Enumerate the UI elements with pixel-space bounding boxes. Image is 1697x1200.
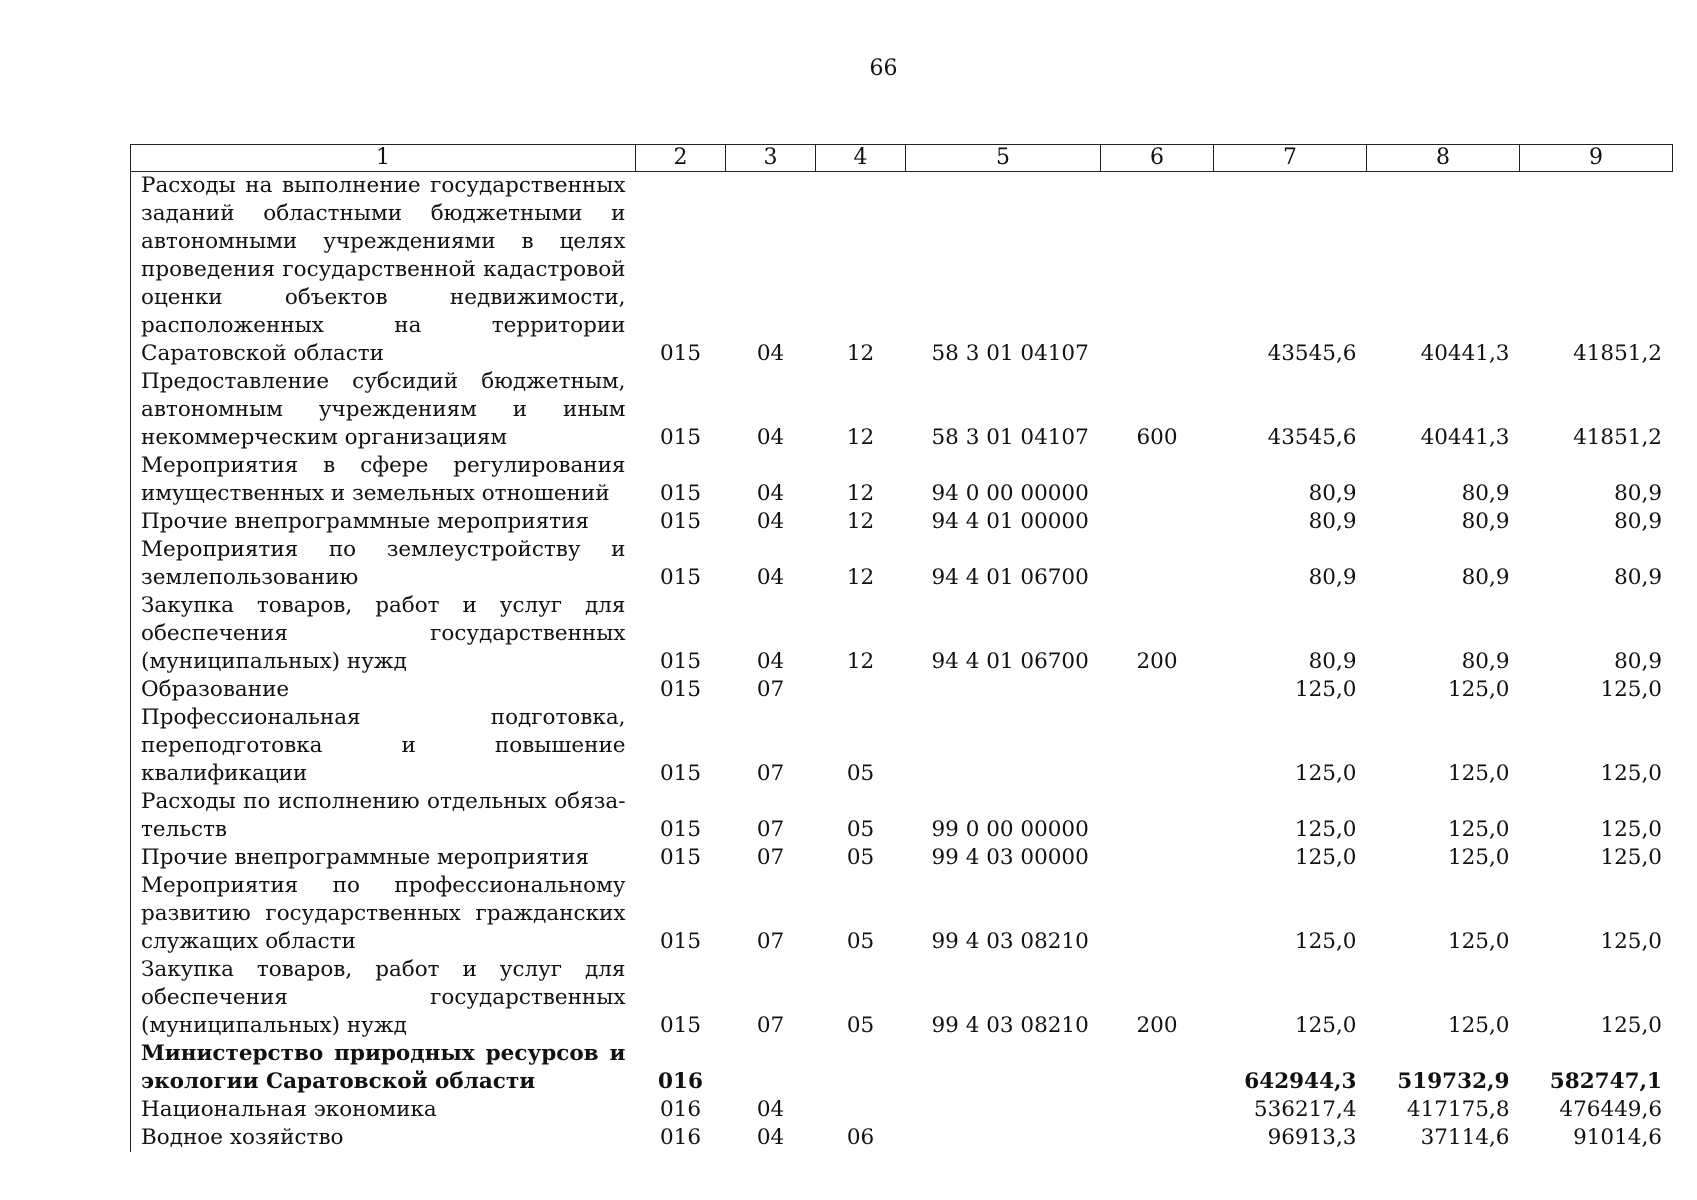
budget-table (130, 144, 1673, 1152)
amount-col7-cell: 125,0 (1294, 761, 1357, 786)
amount-col9-cell: 125,0 (1600, 677, 1662, 702)
section-code-cell: 07 (756, 817, 785, 842)
amount-col9-cell: 582747,1 (1549, 1069, 1662, 1094)
expense-type-cell (1101, 1124, 1214, 1152)
amount-col9-cell: 80,9 (1614, 509, 1662, 534)
column-header-6: 6 (1101, 145, 1214, 172)
subsection-code-cell: 05 (846, 817, 875, 842)
subsection-code-cell: 05 (846, 929, 875, 954)
amount-col8-cell: 125,0 (1447, 929, 1510, 954)
row-name-cell: Предоставление субсидий бюджетным, автономным учреждениям и иным некоммерческим организациям (131, 368, 636, 452)
row-name-cell: Национальная экономика (131, 1096, 636, 1124)
target-article-cell: 58 3 01 04107 (931, 341, 1089, 366)
amount-col7-cell: 43545,6 (1267, 425, 1357, 450)
amount-col9-cell: 125,0 (1600, 761, 1662, 786)
target-article-cell: 94 0 00 00000 (931, 481, 1089, 506)
amount-col8-cell: 125,0 (1447, 761, 1510, 786)
expense-type-cell (1101, 536, 1214, 592)
page-number: 66 (869, 56, 898, 81)
table-row (131, 592, 1673, 676)
amount-col7-cell: 80,9 (1308, 509, 1357, 534)
target-article-cell (906, 1124, 1101, 1152)
target-article-cell: 94 4 01 06700 (931, 649, 1089, 674)
amount-col8-cell: 40441,3 (1420, 341, 1510, 366)
amount-col7-cell: 125,0 (1294, 817, 1357, 842)
expense-type-cell (1101, 452, 1214, 508)
target-article-cell: 99 4 03 00000 (931, 845, 1089, 870)
row-name-cell: Закупка товаров, работ и услуг для обеспечения государственных (муниципальных) нужд (131, 592, 636, 676)
target-article-cell: 94 4 01 06700 (931, 565, 1089, 590)
column-header-1: 1 (131, 145, 636, 172)
table-row (131, 844, 1673, 872)
column-header-2: 2 (636, 145, 726, 172)
table-row (131, 172, 1673, 369)
section-code-cell: 04 (756, 509, 785, 534)
grbs-code-cell: 016 (659, 1097, 702, 1122)
amount-col8-cell: 40441,3 (1420, 425, 1510, 450)
expense-type-cell: 200 (1136, 1013, 1178, 1038)
subsection-code-cell: 12 (846, 425, 875, 450)
row-name-cell: Профессиональная подготовка, переподготовка и повышение квалификации (131, 704, 636, 788)
expense-type-cell (1101, 872, 1214, 956)
column-header-3: 3 (726, 145, 816, 172)
grbs-code-cell: 015 (659, 509, 702, 534)
table-row (131, 508, 1673, 536)
amount-col9-cell: 125,0 (1600, 817, 1662, 842)
grbs-code-cell: 015 (659, 677, 702, 702)
section-code-cell: 04 (756, 1097, 785, 1122)
expense-type-cell (1101, 1040, 1214, 1096)
section-code-cell: 07 (756, 1013, 785, 1038)
target-article-cell: 94 4 01 00000 (931, 509, 1089, 534)
amount-col9-cell: 125,0 (1600, 929, 1662, 954)
section-code-cell: 07 (756, 845, 785, 870)
row-name-cell: Образование (131, 676, 636, 704)
subsection-code-cell (816, 676, 906, 704)
target-article-cell: 99 4 03 08210 (931, 1013, 1089, 1038)
amount-col7-cell: 125,0 (1294, 1013, 1357, 1038)
row-name-cell: Прочие внепрограммные мероприятия (131, 508, 636, 536)
grbs-code-cell: 016 (659, 1125, 702, 1150)
expense-type-cell: 200 (1136, 649, 1178, 674)
target-article-cell: 99 0 00 00000 (931, 817, 1089, 842)
row-name-cell: Мероприятия по землеустройству и землепользованию (131, 536, 636, 592)
column-header-9: 9 (1520, 145, 1673, 172)
row-name-cell: Водное хозяйство (131, 1124, 636, 1152)
expense-type-cell (1101, 844, 1214, 872)
expense-type-cell (1101, 508, 1214, 536)
table-row (131, 368, 1673, 452)
grbs-code-cell: 015 (659, 565, 702, 590)
subsection-code-cell: 12 (846, 341, 875, 366)
amount-col8-cell: 125,0 (1447, 845, 1510, 870)
grbs-code-cell: 015 (659, 817, 702, 842)
section-code-cell: 04 (756, 649, 785, 674)
expense-type-cell (1101, 676, 1214, 704)
target-article-cell (906, 676, 1101, 704)
subsection-code-cell: 05 (846, 1013, 875, 1038)
expense-type-cell (1101, 704, 1214, 788)
amount-col8-cell: 519732,9 (1397, 1069, 1510, 1094)
table-row (131, 1124, 1673, 1152)
column-header-8: 8 (1367, 145, 1520, 172)
grbs-code-cell: 015 (659, 481, 702, 506)
grbs-code-cell: 015 (659, 845, 702, 870)
amount-col8-cell: 125,0 (1447, 1013, 1510, 1038)
grbs-code-cell: 015 (659, 425, 702, 450)
row-name-cell: Расходы на выполнение государственных заданий областными бюджетными и автономными учреждениями в целях проведения государственной кадастровой оценки объектов недвижимости, расположенных на территории Саратовской области (131, 172, 636, 369)
amount-col7-cell: 96913,3 (1267, 1125, 1357, 1150)
column-header-5: 5 (906, 145, 1101, 172)
amount-col7-cell: 125,0 (1294, 929, 1357, 954)
subsection-code-cell: 12 (846, 481, 875, 506)
amount-col7-cell: 43545,6 (1267, 341, 1357, 366)
amount-col7-cell: 80,9 (1308, 649, 1357, 674)
table-row (131, 872, 1673, 956)
expense-type-cell (1101, 788, 1214, 844)
row-name-cell: Мероприятия в сфере регулирования имущественных и земельных отношений (131, 452, 636, 508)
target-article-cell (906, 1040, 1101, 1096)
target-article-cell (906, 704, 1101, 788)
amount-col8-cell: 80,9 (1461, 481, 1510, 506)
table-row (131, 704, 1673, 788)
expense-type-cell (1101, 172, 1214, 369)
amount-col9-cell: 125,0 (1600, 1013, 1662, 1038)
section-code-cell: 07 (756, 929, 785, 954)
amount-col7-cell: 642944,3 (1244, 1069, 1357, 1094)
amount-col7-cell: 125,0 (1294, 845, 1357, 870)
amount-col9-cell: 91014,6 (1573, 1125, 1662, 1150)
section-code-cell: 04 (756, 341, 785, 366)
column-header-4: 4 (816, 145, 906, 172)
amount-col8-cell: 125,0 (1447, 677, 1510, 702)
amount-col8-cell: 80,9 (1461, 509, 1510, 534)
grbs-code-cell: 016 (658, 1069, 703, 1094)
table-row (131, 1040, 1673, 1096)
amount-col8-cell: 125,0 (1447, 817, 1510, 842)
grbs-code-cell: 015 (659, 929, 702, 954)
amount-col7-cell: 536217,4 (1253, 1097, 1357, 1122)
amount-col8-cell: 80,9 (1461, 565, 1510, 590)
amount-col9-cell: 80,9 (1614, 481, 1662, 506)
expense-type-cell (1101, 1096, 1214, 1124)
table-row (131, 956, 1673, 1040)
amount-col8-cell: 37114,6 (1420, 1125, 1510, 1150)
grbs-code-cell: 015 (659, 1013, 702, 1038)
amount-col7-cell: 125,0 (1294, 677, 1357, 702)
amount-col9-cell: 41851,2 (1573, 341, 1662, 366)
column-header-7: 7 (1214, 145, 1367, 172)
column-number-row (131, 145, 1673, 172)
subsection-code-cell: 12 (846, 565, 875, 590)
section-code-cell: 04 (756, 1125, 785, 1150)
subsection-code-cell: 05 (846, 845, 875, 870)
amount-col8-cell: 417175,8 (1406, 1097, 1510, 1122)
amount-col9-cell: 80,9 (1614, 565, 1662, 590)
target-article-cell (906, 1096, 1101, 1124)
table-row (131, 536, 1673, 592)
table-body (131, 172, 1673, 1153)
subsection-code-cell: 12 (846, 649, 875, 674)
row-name-cell: Закупка товаров, работ и услуг для обеспечения государственных (муниципальных) нужд (131, 956, 636, 1040)
row-name-cell: Прочие внепрограммные мероприятия (131, 844, 636, 872)
row-name-cell: Мероприятия по профессиональному развитию государственных гражданских служащих области (131, 872, 636, 956)
table-row (131, 788, 1673, 844)
subsection-code-cell: 05 (846, 761, 875, 786)
section-code-cell: 04 (756, 481, 785, 506)
subsection-code-cell: 12 (846, 509, 875, 534)
expense-type-cell: 600 (1136, 425, 1178, 450)
row-name-cell: Министерство природных ресурсов и экологии Саратовской области (131, 1040, 636, 1096)
amount-col7-cell: 80,9 (1308, 565, 1357, 590)
grbs-code-cell: 015 (659, 341, 702, 366)
table-row (131, 452, 1673, 508)
table-row (131, 1096, 1673, 1124)
grbs-code-cell: 015 (659, 761, 702, 786)
target-article-cell: 58 3 01 04107 (931, 425, 1089, 450)
section-code-cell: 04 (756, 425, 785, 450)
section-code-cell (726, 1040, 816, 1096)
amount-col9-cell: 476449,6 (1559, 1097, 1662, 1122)
subsection-code-cell (816, 1096, 906, 1124)
section-code-cell: 07 (756, 677, 785, 702)
subsection-code-cell: 06 (846, 1125, 875, 1150)
section-code-cell: 07 (756, 761, 785, 786)
amount-col9-cell: 80,9 (1614, 649, 1662, 674)
row-name-cell: Расходы по исполнению отдельных обязательств (131, 788, 636, 844)
grbs-code-cell: 015 (659, 649, 702, 674)
amount-col8-cell: 80,9 (1461, 649, 1510, 674)
target-article-cell: 99 4 03 08210 (931, 929, 1089, 954)
section-code-cell: 04 (756, 565, 785, 590)
amount-col7-cell: 80,9 (1308, 481, 1357, 506)
amount-col9-cell: 41851,2 (1573, 425, 1662, 450)
table-row (131, 676, 1673, 704)
amount-col9-cell: 125,0 (1600, 845, 1662, 870)
subsection-code-cell (816, 1040, 906, 1096)
